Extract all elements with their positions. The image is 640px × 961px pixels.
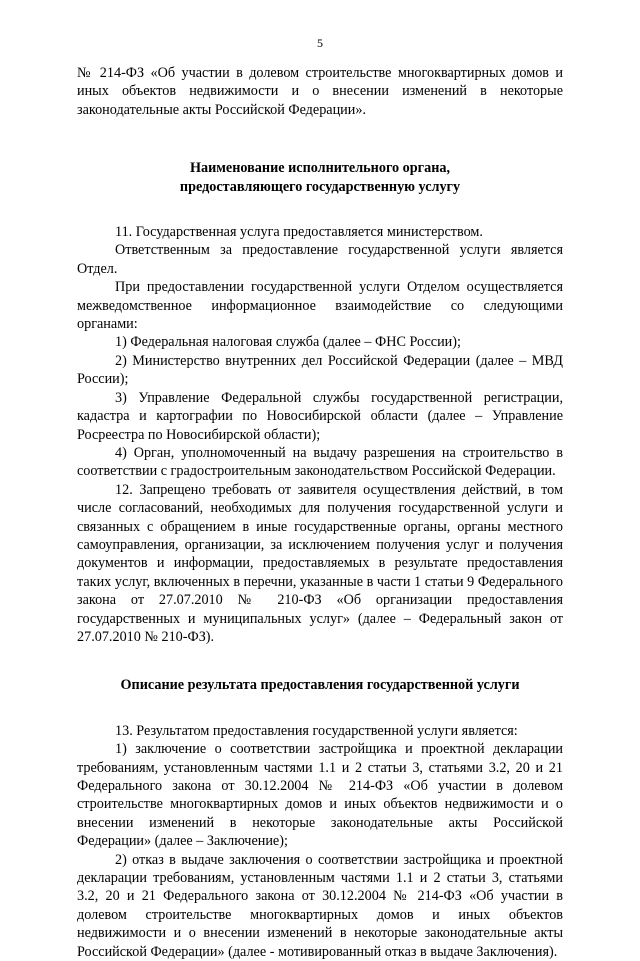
section-heading-executive-body bbox=[77, 159, 563, 196]
paragraph-interagency-interaction: При предоставлении государственной услуги Отделом осуществляется межведомственное информационное взаимодействие со следующими органами: bbox=[77, 279, 563, 333]
paragraph-responsible-department: Ответственным за предоставление государственной услуги является Отдел. bbox=[77, 242, 563, 277]
page-number: 5 bbox=[317, 36, 323, 50]
list-item-mvd: 2) Министерство внутренних дел Российской Федерации (далее – МВД России); bbox=[77, 352, 563, 388]
list-item-rosreestr: 3) Управление Федеральной службы государственной регистрации, кадастра и картографии по Новосибирской области (далее – Управление Росреестра по Новосибирской области); bbox=[77, 389, 563, 443]
list-item-conclusion: 1) заключение о соответствии застройщика и проектной декларации требованиям, установленным частями 1.1 и 2 статьи 3, статьями 3.2, 20 и 21 Федерального закона от 30.12.2004 № 214-ФЗ «Об участии в долевом строительстве многоквартирных домов и иных объектов недвижимости и о внесении изменений в некоторые законодательные акты Российской Федерации» (далее – Заключение); bbox=[77, 741, 563, 850]
paragraph-13: 13. Результатом предоставления государственной услуги является: bbox=[115, 722, 518, 739]
section-heading-line-2: предоставляющего государственную услугу bbox=[179, 178, 461, 195]
section-heading-service-result: Описание результата предоставления государственной услуги bbox=[120, 677, 520, 694]
list-item-construction-permit-authority: 4) Орган, уполномоченный на выдачу разрешения на строительство в соответствии с градостроительным законодательством Российской Федерации. bbox=[77, 444, 563, 480]
paragraph-12: 12. Запрещено требовать от заявителя осуществления действий, в том числе согласований, необходимых для получения государственной услуги и связанных с обращением в иные государственные органы, органы местного самоуправления, организации, за исключением получения услуг и получения документов и информации, предоставляемых в результате предоставления таких услуг, включенных в перечни, указанные в части 1 статьи 9 Федерального закона от 27.07.2010 № 210-ФЗ «Об организации предоставления государственных и муниципальных услуг» (далее – Федеральный закон от 27.07.2010 № 210-ФЗ). bbox=[77, 481, 563, 645]
list-item-fns: 1) Федеральная налоговая служба (далее – ФНС России); bbox=[115, 334, 461, 351]
document-body bbox=[77, 64, 563, 961]
paragraph-11: 11. Государственная услуга предоставляется министерством. bbox=[115, 224, 483, 241]
section-heading-line-1: Наименование исполнительного органа, bbox=[189, 160, 451, 177]
intro-paragraph: № 214-ФЗ «Об участии в долевом строительстве многоквартирных домов и иных объектов недвижимости и о внесении изменений в некоторые законодательные акты Российской Федерации». bbox=[77, 65, 563, 118]
list-item-refusal: 2) отказ в выдаче заключения о соответствии застройщика и проектной декларации требованиям, установленным частями 1.1 и 2 статьи 3, статьями 3.2, 20 и 21 Федерального закона от 30.12.2004 № 214-ФЗ «Об участии в долевом строительстве многоквартирных домов и иных объектов недвижимости и о внесении изменений в некоторые законодательные акты Российской Федерации» (далее - мотивированный отказ в выдаче Заключения). bbox=[77, 851, 563, 960]
